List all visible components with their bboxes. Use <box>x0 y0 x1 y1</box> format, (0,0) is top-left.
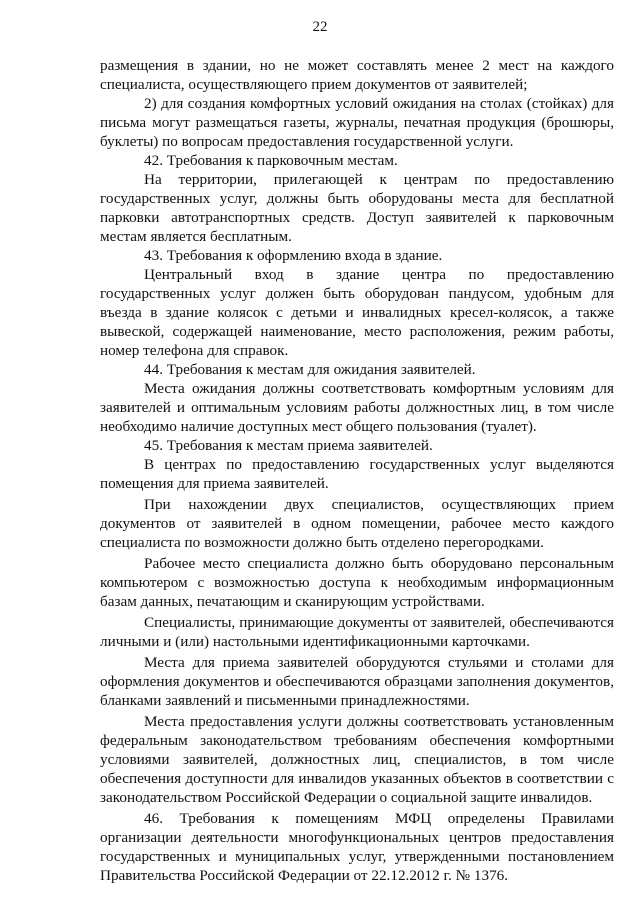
section-heading-43: 43. Требования к оформлению входа в здание. <box>144 247 443 264</box>
section-heading-44: 44. Требования к местам для ожидания заявителей. <box>144 361 476 378</box>
section-heading-45: 45. Требования к местам приема заявителей. <box>144 437 433 454</box>
section-heading-46: 46. Требования к помещениям МФЦ определены Правилами организации деятельности многофункциональных центров предоставления государственных и муниципальных услуг, утвержденными постановлением Правительства Российской Федерации от 22.12.2012 г. № 1376. <box>100 810 614 884</box>
page-number: 22 <box>312 19 328 35</box>
paragraph-entrance: Центральный вход в здание центра по предоставлению государственных услуг должен быть оборудован пандусом, удобным для въезда в здание колясок с детьми и инвалидных кресел-колясок, а также вывеской, содержащей наименование, место расположения, режим работы, номер телефона для справок. <box>100 266 614 359</box>
paragraph-2: 2) для создания комфортных условий ожидания на столах (стойках) для письма могут размещаться газеты, журналы, печатная продукция (брошюры, буклеты) по вопросам предоставления государственной услуги. <box>100 95 614 150</box>
section-heading-42: 42. Требования к парковочным местам. <box>144 152 398 169</box>
paragraph-id-cards: Специалисты, принимающие документы от заявителей, обеспечиваются личными и (или) настольными идентификационными карточками. <box>100 614 614 650</box>
paragraph-two-specialists: При нахождении двух специалистов, осуществляющих прием документов от заявителей в одном помещении, рабочее место каждого специалиста по возможности должно быть отделено перегородками. <box>100 496 614 551</box>
paragraph-furniture: Места для приема заявителей оборудуются стульями и столами для оформления документов и обеспечиваются образцами заполнения документов, бланками заявлений и письменными принадлежностями. <box>100 654 614 709</box>
paragraph-rooms: В центрах по предоставлению государственных услуг выделяются помещения для приема заявителей. <box>100 456 614 492</box>
paragraph-waiting: Места ожидания должны соответствовать комфортным условиям для заявителей и оптимальным условиям работы должностных лиц, в том числе необходимо наличие доступных мест общего пользования (туалет). <box>100 380 614 435</box>
document-body <box>100 56 614 885</box>
paragraph-1: размещения в здании, но не может составлять менее 2 мест на каждого специалиста, осуществляющего прием документов от заявителей; <box>100 57 614 93</box>
paragraph-parking: На территории, прилегающей к центрам по предоставлению государственных услуг, должны быть оборудованы места для бесплатной парковки автотранспортных средств. Доступ заявителей к парковочным местам является бесплатным. <box>100 171 614 245</box>
paragraph-workplace: Рабочее место специалиста должно быть оборудовано персональным компьютером с возможностью доступа к необходимым информационным базам данных, печатающим и сканирующим устройствами. <box>100 555 614 610</box>
paragraph-accessibility: Места предоставления услуги должны соответствовать установленным федеральным законодательством требованиям обеспечения комфортными условиями заявителей, должностных лиц, специалистов, в том числе обеспечения доступности для инвалидов указанных объектов в соответствии с законодательством Российской Федерации о социальной защите инвалидов. <box>100 713 614 806</box>
